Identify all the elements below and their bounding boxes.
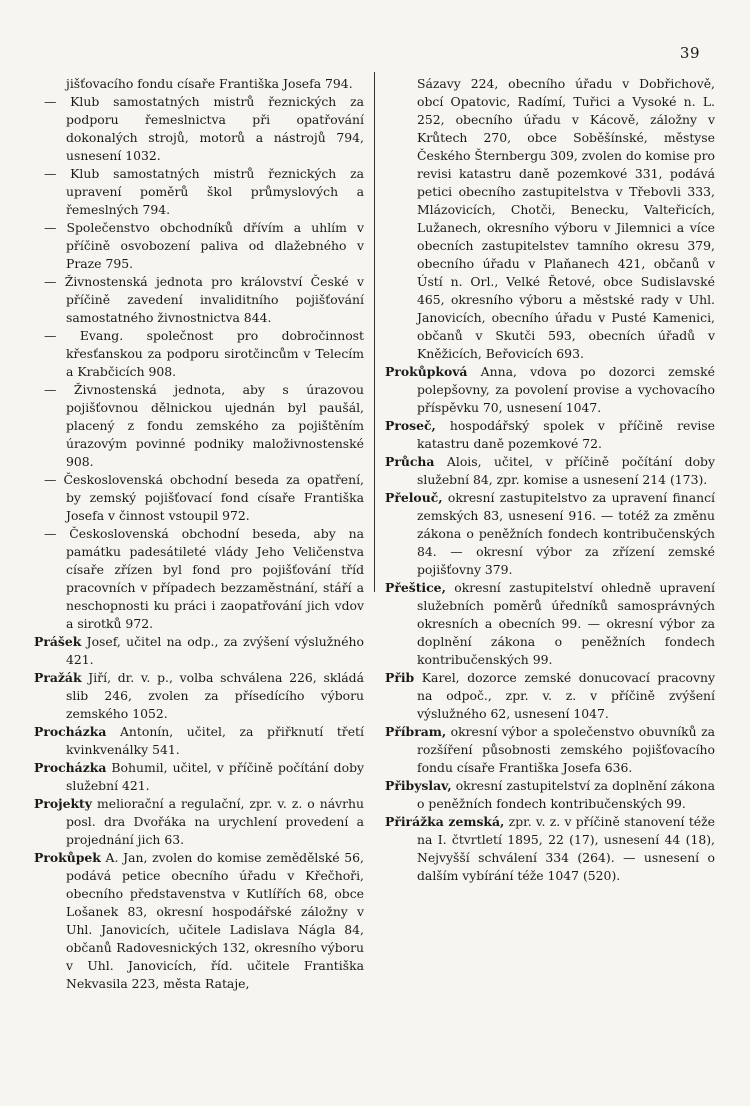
entry-heading: Projekty [34, 796, 92, 811]
entry-heading: Přeštice, [385, 580, 446, 595]
index-entry [34, 75, 364, 93]
index-entry [385, 417, 715, 453]
index-entry [385, 669, 715, 723]
left-column [34, 75, 364, 993]
entry-text: okresní zastupitelstvo za upravení financí zemských 83, usnesení 916. — totéž za změnu zákona o peněžních fondech kontribučenských 84. — okresní výbor za zřízení zemské pojišťovny 379. [417, 490, 715, 577]
index-entry [34, 381, 364, 471]
entry-text: — Československá obchodní beseda, aby na památku padesátileté vlády Jeho Veličenstva císaře zřízen byl fond pro pojišťování tříd pracovních v případech bezzaměstnání, stáří a neschopnosti ku práci i zaopatřování jich vdov a sirotků 972. [44, 526, 364, 631]
entry-text: Bohumil, učitel, v příčině počítání doby služební 421. [66, 760, 364, 793]
index-entry [385, 489, 715, 579]
column-divider [374, 72, 375, 592]
entry-heading: Průcha [385, 454, 435, 469]
entry-text: Jiří, dr. v. p., volba schválena 226, skládá slib 246, zvolen za přísedícího výboru zemského 1052. [66, 670, 364, 721]
index-entry [34, 669, 364, 723]
index-entry [385, 723, 715, 777]
index-entry [34, 633, 364, 669]
index-entry [34, 471, 364, 525]
entry-text: — Živnostenská jednota, aby s úrazovou pojišťovnou dělnickou ujednán byl paušál, placený z fondu zemského za pojištěním úrazovým povinné podniky maloživnostenské 908. [44, 382, 364, 469]
entry-heading: Procházka [34, 760, 107, 775]
entry-text: — Klub samostatných mistrů řeznických za upravení poměrů škol průmyslových a řemeslných 794. [44, 166, 364, 217]
entry-text: Alois, učitel, v příčině počítání doby služební 84, zpr. komise a usnesení 214 (173). [417, 454, 715, 487]
index-entry [385, 579, 715, 669]
entry-heading: Prokůpková [385, 364, 468, 379]
entry-text: Sázavy 224, obecního úřadu v Dobřichově, obcí Opatovic, Radímí, Tuřici a Vysoké n. L. 252, obecního úřadu v Kácově, záložny v Krůtech 270, obce Soběšínské, městyse Českého Šternbergu 309, zvolen do komise pro revisi katastru daně pozemkové 331, podává petici obecního zastupitelstva v Třebovli 333, Mlázovicích, Chotči, Benecku, Valteřicích, Lužanech, okresního výboru v Jilemnici a více obecních zastupitelstev tamního okresu 379, obecního úřadu v Plaňanech 421, občanů v Ústí n. Orl., Velké Řetové, obce Sudislavské 465, okresního výboru a městské rady v Uhl. Janovicích, obecního úřadu v Pusté Kamenici, občanů v Skutči 593, obecních úřadů v Kněžicích, Beřovicích 693. [417, 76, 715, 361]
index-entry [385, 777, 715, 813]
entry-text: A. Jan, zvolen do komise zemědělské 56, podává petice obecního úřadu v Křečhoři, obecního představenstva v Kutlířích 68, obce Lošanek 83, okresní hospodářské záložny v Uhl. Janovicích, učitele Ladislava Nágla 84, občanů Radovesnických 132, okresního výboru v Uhl. Janovicích, říd. učitele Františka Nekvasila 223, města Rataje, [66, 850, 364, 991]
entry-text: okresní zastupitelství ohledně upravení služebních poměrů úředníků samosprávných okresních a obecních 99. — okresní výbor za doplnění zákona o peněžních fondech kontribučenských 99. [417, 580, 715, 667]
entry-text: okresní výbor a společenstvo obuvníků za rozšíření působnosti zemského pojišťovacího fondu císaře Františka Josefa 636. [417, 724, 715, 775]
entry-text: Josef, učitel na odp., za zvýšení výslužného 421. [66, 634, 364, 667]
entry-text: okresní zastupitelství za doplnění zákona o peněžních fondech kontribučenských 99. [417, 778, 715, 811]
entry-heading: Proseč, [385, 418, 436, 433]
entry-text: — Československá obchodní beseda za opatření, by zemský pojišťovací fond císaře Františka Josefa v činnost vstoupil 972. [44, 472, 364, 523]
entry-text: — Evang. společnost pro dobročinnost křesťanskou za podporu sirotčincům v Telecím a Krabčicích 908. [44, 328, 364, 379]
entry-text: jišťovacího fondu císaře Františka Josefa 794. [66, 76, 353, 91]
index-entry [34, 525, 364, 633]
entry-heading: Prokůpek [34, 850, 101, 865]
entry-heading: Pražák [34, 670, 82, 685]
index-entry [385, 363, 715, 417]
entry-heading: Přelouč, [385, 490, 443, 505]
entry-heading: Prášek [34, 634, 82, 649]
index-entry [34, 219, 364, 273]
entry-heading: Přibyslav, [385, 778, 452, 793]
entry-text: — Živnostenská jednota pro království České v příčině zavedení invaliditního pojišťování samostatného živnostnictva 844. [44, 274, 364, 325]
entry-heading: Přib [385, 670, 415, 685]
index-entry [34, 327, 364, 381]
entry-text: Anna, vdova po dozorci zemské polepšovny, za povolení provise a vychovacího příspěvku 70, usnesení 1047. [417, 364, 715, 415]
entry-text: meliorační a regulační, zpr. v. z. o návrhu posl. dra Dvořáka na urychlení provedení a projednání jich 63. [66, 796, 364, 847]
index-entry [34, 165, 364, 219]
index-entry [34, 723, 364, 759]
index-entry [385, 453, 715, 489]
page-number: 39 [679, 44, 700, 62]
entry-text: — Klub samostatných mistrů řeznických za podporu řemeslnictva při opatřování dokonalých strojů, motorů a nástrojů 794, usnesení 1032. [44, 94, 364, 163]
index-entry [34, 795, 364, 849]
entry-text: Karel, dozorce zemské donucovací pracovny na odpoč., zpr. v. z. v příčině zvýšení výslužného 62, usnesení 1047. [414, 670, 715, 721]
index-entry [34, 849, 364, 993]
index-entry [34, 273, 364, 327]
entry-heading: Procházka [34, 724, 107, 739]
entry-text: zpr. v. z. v příčině stanovení téže na I. čtvrtletí 1895, 22 (17), usnesení 44 (18), Nejvyšší schválení 334 (264). — usnesení o dalším vybírání téže 1047 (520). [417, 814, 715, 883]
entry-text: — Společenstvo obchodníků dřívím a uhlím v příčině osvobození paliva od dlažebného v Praze 795. [44, 220, 364, 271]
index-entry [385, 75, 715, 363]
entry-heading: Přirážka zemská, [385, 814, 505, 829]
entry-heading: Příbram, [385, 724, 447, 739]
entry-text: Antonín, učitel, za přiřknutí třetí kvinkvenálky 541. [66, 724, 364, 757]
right-column [385, 75, 715, 885]
entry-text: hospodářský spolek v příčině revise katastru daně pozemkové 72. [417, 418, 715, 451]
index-entry [34, 93, 364, 165]
index-entry [34, 759, 364, 795]
index-entry [385, 813, 715, 885]
